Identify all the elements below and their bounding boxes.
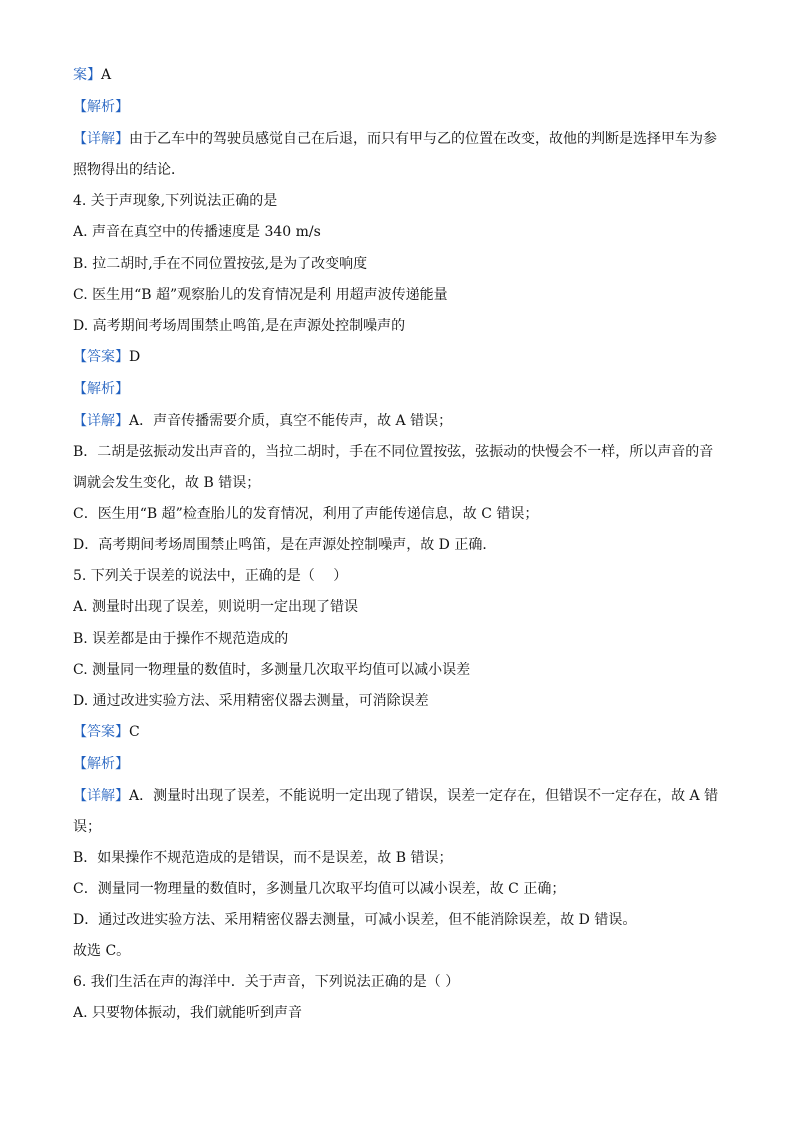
line-text: 照物得出的结论． [73, 162, 185, 178]
line-text: A. 声音在真空中的传播速度是 340 m/s [73, 224, 321, 240]
option-a [73, 224, 728, 240]
option-b [73, 631, 728, 647]
text-line [73, 381, 728, 397]
text-line [73, 349, 728, 365]
question-title [73, 974, 728, 990]
text-line [73, 162, 728, 178]
option-c [73, 662, 728, 678]
option-c [73, 287, 728, 303]
line-text: D．高考期间考场周围禁止鸣笛，是在声源处控制噪声，故 D 正确． [73, 537, 497, 553]
text-line [73, 788, 728, 804]
line-text: 4. 关于声现象,下列说法正确的是 [73, 193, 278, 209]
text-line [73, 819, 728, 835]
line-text: 5. 下列关于误差的说法中，正确的是（ ） [73, 568, 348, 584]
option-a [73, 1005, 728, 1021]
analysis-label: 【解析】 [73, 756, 129, 772]
line-text: C [129, 724, 140, 740]
line-text: D．通过改进实验方法、采用精密仪器去测量，可减小误差，但不能消除误差，故 D 错误。 [73, 912, 637, 928]
option-d [73, 693, 728, 709]
line-text: A [101, 67, 112, 83]
text-line [73, 506, 728, 522]
text-line [73, 413, 728, 429]
text-line [73, 724, 728, 740]
line-text: B．如果操作不规范造成的是错误，而不是误差，故 B 错误； [73, 850, 453, 866]
line-text: D [129, 349, 141, 365]
line-text: B．二胡是弦振动发出声音的，当拉二胡时，手在不同位置按弦，弦振动的快慢会不一样，所以声音的音 [73, 444, 714, 460]
option-d [73, 318, 728, 334]
text-line [73, 850, 728, 866]
analysis-label: 【解析】 [73, 99, 129, 115]
line-text: B. 误差都是由于操作不规范造成的 [73, 631, 289, 647]
option-b [73, 256, 728, 272]
line-text: D. 高考期间考场周围禁止鸣笛,是在声源处控制噪声的 [73, 318, 406, 334]
line-text: C．医生用“B 超”检查胎儿的发育情况，利用了声能传递信息，故 C 错误； [73, 506, 539, 522]
text-line [73, 475, 728, 491]
text-line [73, 756, 728, 772]
line-text: C. 测量同一物理量的数值时，多测量几次取平均值可以减小误差 [73, 662, 471, 678]
line-text: A. 测量时出现了误差，则说明一定出现了错误 [73, 599, 359, 615]
text-line [73, 444, 728, 460]
line-text: C. 医生用“B 超”观察胎儿的发育情况是利 用超声波传递能量 [73, 287, 448, 303]
analysis-label: 【解析】 [73, 381, 129, 397]
line-text: 6. 我们生活在声的海洋中．关于声音，下列说法正确的是（ ） [73, 974, 460, 990]
answer-label: 案】 [73, 67, 101, 83]
detail-label: 【详解】 [73, 788, 129, 804]
option-a [73, 599, 728, 615]
line-text: A．测量时出现了误差，不能说明一定出现了错误，误差一定存在，但错误不一定存在，故 A 错 [129, 788, 719, 804]
line-text: 调就会发生变化，故 B 错误； [73, 475, 261, 491]
text-line [73, 67, 728, 83]
text-line [73, 537, 728, 553]
detail-label: 【详解】 [73, 413, 129, 429]
line-text: A．声音传播需要介质，真空不能传声，故 A 错误； [129, 413, 453, 429]
line-text: C．测量同一物理量的数值时，多测量几次取平均值可以减小误差，故 C 正确； [73, 881, 566, 897]
line-text: D. 通过改进实验方法、采用精密仪器去测量，可消除误差 [73, 693, 429, 709]
text-line [73, 881, 728, 897]
line-text: B. 拉二胡时,手在不同位置按弦,是为了改变响度 [73, 256, 368, 272]
text-line [73, 912, 728, 928]
line-text: 误； [73, 819, 101, 835]
question-title [73, 193, 728, 209]
detail-label: 【详解】 [73, 131, 129, 147]
line-text: A. 只要物体振动，我们就能听到声音 [73, 1005, 303, 1021]
text-line [73, 99, 728, 115]
text-line [73, 131, 728, 147]
question-title [73, 568, 728, 584]
line-text: 由于乙车中的驾驶员感觉自己在后退，而只有甲与乙的位置在改变，故他的判断是选择甲车为参 [129, 131, 717, 147]
text-line [73, 943, 728, 959]
answer-label: 【答案】 [73, 349, 129, 365]
answer-label: 【答案】 [73, 724, 129, 740]
line-text: 故选 C。 [73, 943, 131, 959]
